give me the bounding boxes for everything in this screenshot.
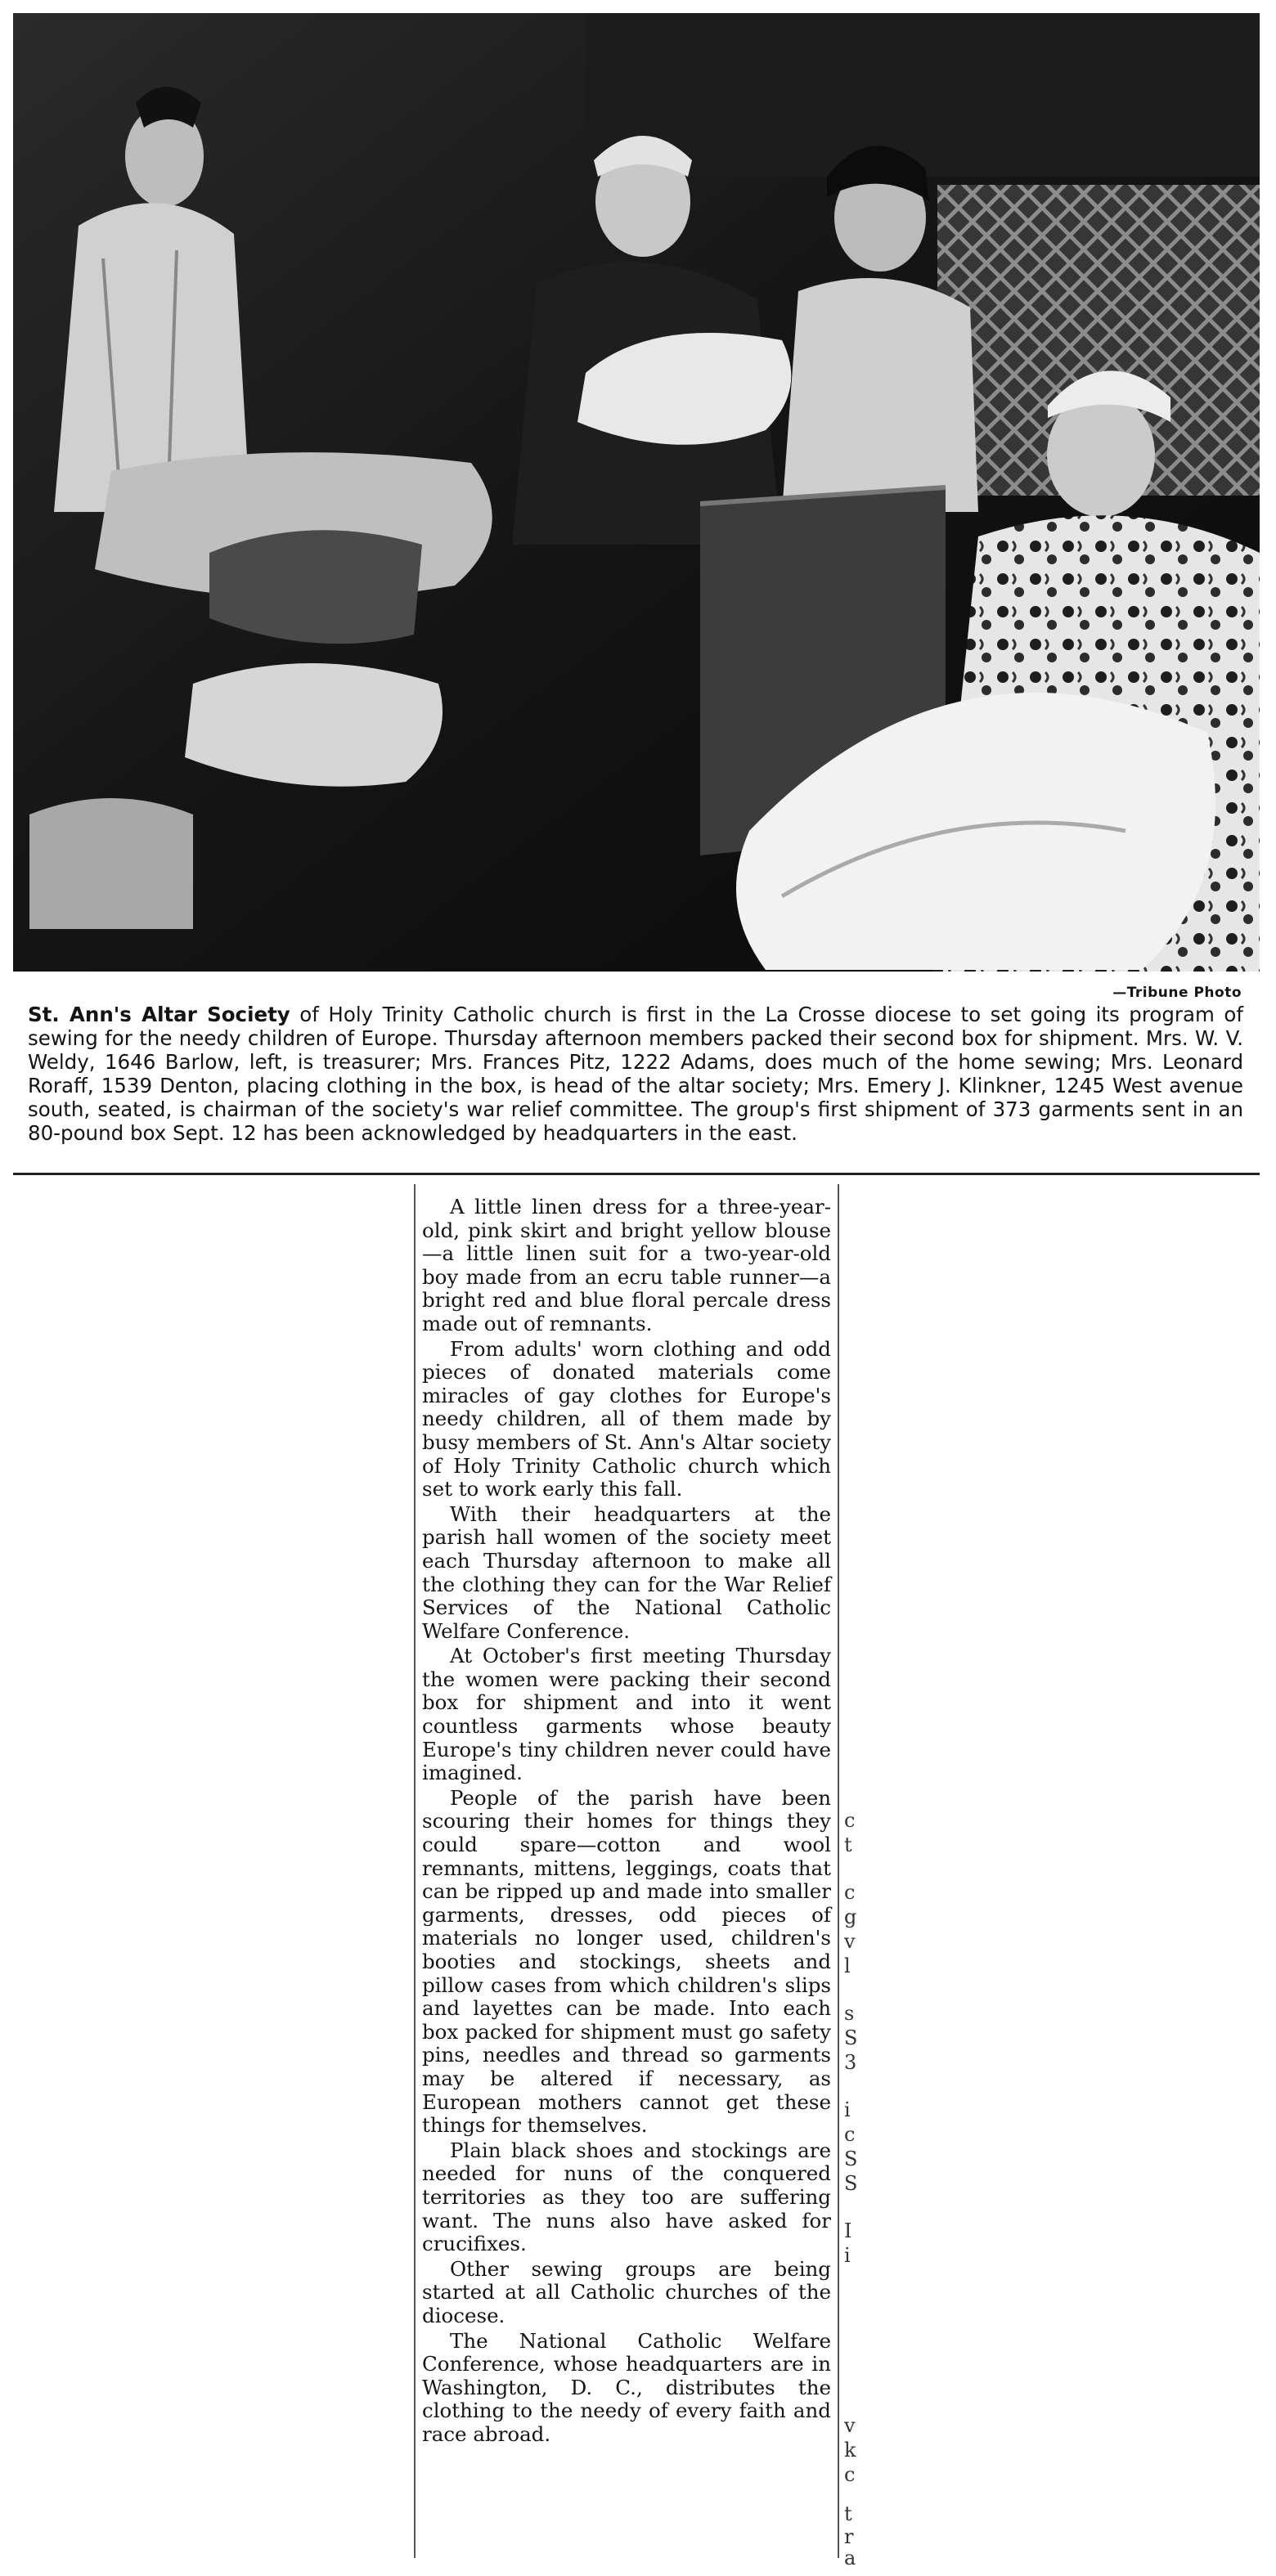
fragment-letter: c xyxy=(844,2463,856,2486)
article-paragraph: Plain black shoes and stockings are needed for nuns of the conquered territories as they too are suffering want. The nuns also have asked for crucifixes. xyxy=(422,2138,831,2256)
caption-lead: St. Ann's Altar Society xyxy=(28,1003,290,1026)
fragment-letter: 3 xyxy=(844,2051,857,2074)
article-paragraph: A little linen dress for a three-year-old, pink skirt and bright yellow blouse—a little linen suit for a two-year-old boy made from an ecru table runner—a bright red and blue floral percale dress made out of remnants. xyxy=(422,1195,831,1335)
article-paragraph: With their headquarters at the parish hall women of the society meet each Thursday afternoon to make all the clothing they can for the War Relief Services of the National Catholic Welfare Conference. xyxy=(422,1501,831,1643)
fragment-letter: t xyxy=(844,2502,852,2525)
fragment-letter: v xyxy=(844,2414,856,2437)
fragment-letter: i xyxy=(844,2098,851,2121)
article-body xyxy=(422,1196,831,2448)
photo-caption xyxy=(28,1003,1243,1145)
fragment-letter: g xyxy=(844,1905,857,1928)
fragment-letter: a xyxy=(844,2547,856,2569)
fragment-letter: r xyxy=(844,2525,854,2548)
column-rule-left xyxy=(414,1184,416,2558)
caption-divider xyxy=(13,1173,1260,1175)
fragment-letter: s xyxy=(844,2002,855,2025)
fragment-letter: i xyxy=(844,2244,851,2267)
article-paragraph: From adults' worn clothing and odd pieces of donated materials come miracles of gay clothes for Europe's needy children, all of them made by busy members of St. Ann's Altar society of Holy Trinity Catholic church which set to work early this fall. xyxy=(422,1336,831,1501)
article-paragraph: People of the parish have been scouring their homes for things they could spare—cotton and wool remnants, mittens, leggings, coats that can be ripped up and made into smaller garments, dresses, odd pieces of materials no longer used, children's booties and stockings, sheets and pillow cases from which children's slips and layettes can be made. Into each box packed for shipment must go safety pins, needles and thread so garments may be altered if necessary, as European mothers cannot get these things for themselves. xyxy=(422,1785,831,2138)
fragment-letter: S xyxy=(844,2026,858,2049)
photo-credit: —Tribune Photo xyxy=(1112,985,1242,1001)
fragment-letter: I xyxy=(844,2219,852,2242)
news-photo xyxy=(13,13,1260,972)
fragment-letter: v xyxy=(844,1930,856,1953)
article-paragraph: The National Catholic Welfare Conference, whose headquarters are in Washington, D. C., distributes the clothing to the needy of every faith and race abroad. xyxy=(422,2328,831,2446)
fragment-letter: S xyxy=(844,2172,858,2195)
article-paragraph: Other sewing groups are being started at all Catholic churches of the diocese. xyxy=(422,2256,831,2327)
fragment-letter: l xyxy=(844,1954,851,1977)
caption-text: of Holy Trinity Catholic church is first in the La Crosse diocese to set going its program of sewing for the needy children of Europe. Thursday afternoon members packed their second box for shipment. Mrs. W. V. Weldy, 1646 Barlow, left, is treasurer; Mrs. Frances Pitz, 1222 Adams, does much of the home sewing; Mrs. Leonard Roraff, 1539 Denton, placing clothing in the box, is head of the altar society; Mrs. Emery J. Klinkner, 1245 West avenue south, seated, is chairman of the society's war relief committee. The group's first shipment of 373 garments sent in an 80-pound box Sept. 12 has been acknowledged by headquarters in the east. xyxy=(28,1003,1243,1145)
fragment-letter: k xyxy=(844,2439,856,2462)
fragment-letter: c xyxy=(844,1809,856,1832)
fragment-letter: c xyxy=(844,2123,856,2146)
fragment-letter: c xyxy=(844,1881,856,1904)
fragment-letter: t xyxy=(844,1833,852,1856)
article-paragraph: At October's first meeting Thursday the women were packing their second box for shipment and into it went countless garments whose beauty Europe's tiny children never could have imagined. xyxy=(422,1644,831,1785)
photo-illustration xyxy=(13,13,1260,972)
fragment-letter: S xyxy=(844,2147,858,2170)
column-rule-right xyxy=(838,1184,839,2558)
